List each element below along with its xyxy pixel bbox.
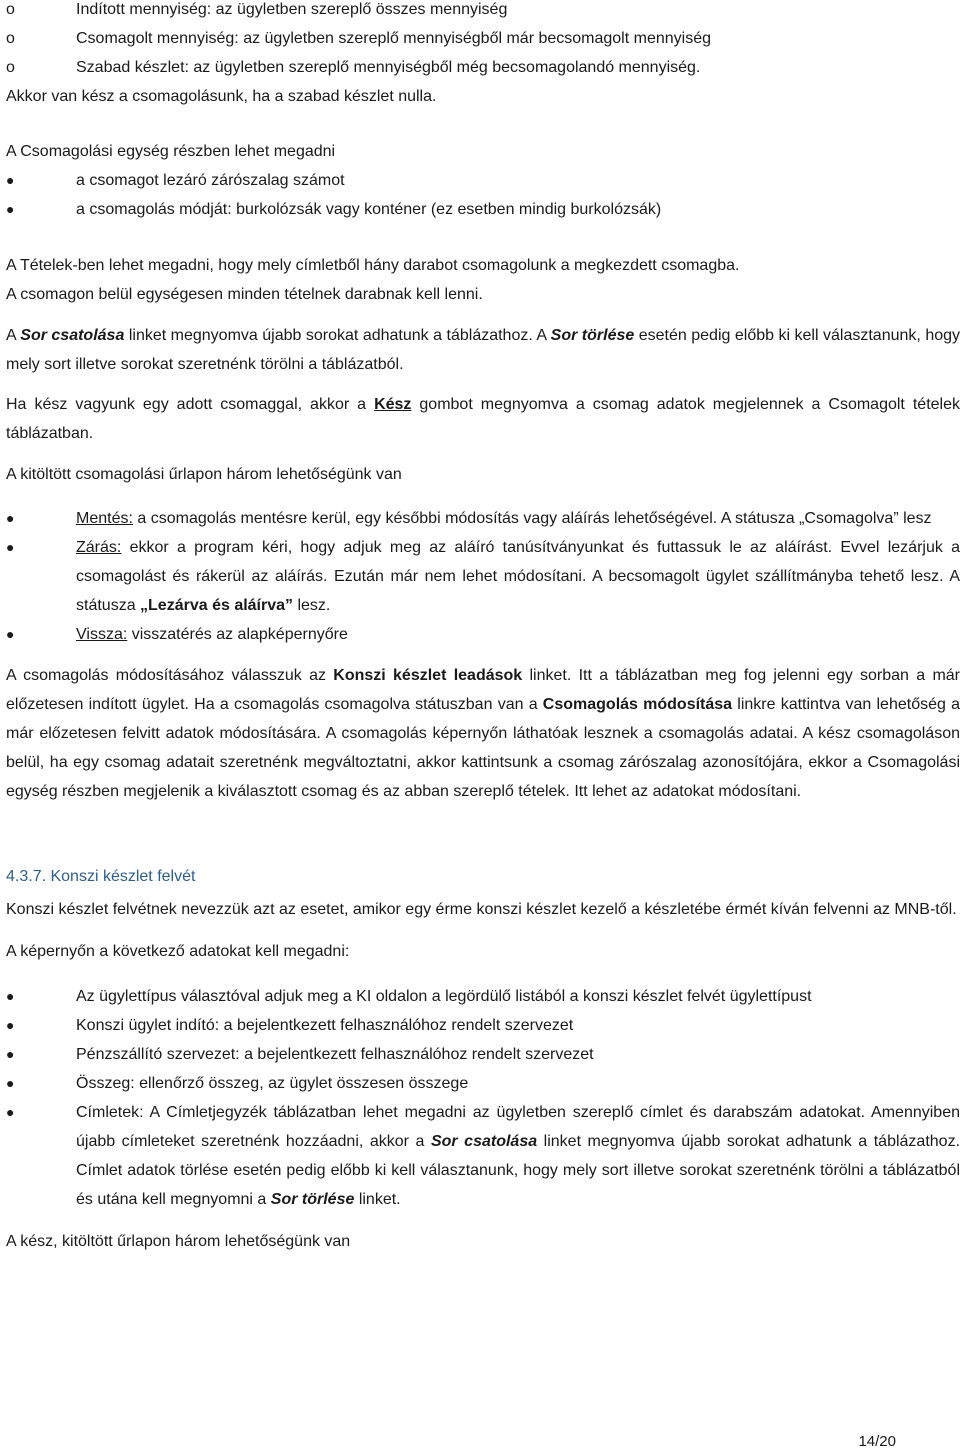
- circle-bullet-icon: o: [6, 30, 15, 47]
- list-item: ● Konszi ügylet indító: a bejelentkezett felhasználóhoz rendelt szervezet: [6, 1011, 960, 1040]
- row-paragraph: A Sor csatolása linket megnyomva újabb sorokat adhatunk a táblázathoz. A Sor törlése esetén pedig előbb ki kell választanunk, hogy mely sort illetve sorokat szeretnénk törölni a táblázatból.: [6, 327, 960, 373]
- screen-intro: A képernyőn a következő adatokat kell megadni:: [6, 943, 350, 960]
- bullet-icon: ●: [6, 1075, 15, 1091]
- status-lezarva: „Lezárva és aláírva”: [140, 597, 294, 614]
- vissza-option[interactable]: Vissza:: [76, 626, 128, 643]
- list-item: o Indított mennyiség: az ügyletben szereplő összes mennyiség: [6, 0, 960, 24]
- bullet-icon: ●: [6, 201, 15, 217]
- circle-bullet-icon: o: [6, 59, 15, 76]
- document-page: [6, 0, 960, 1256]
- csomagolas-modositasa-link[interactable]: Csomagolás módosítása: [542, 696, 733, 713]
- options-list: [6, 504, 960, 649]
- bullet-icon: ●: [6, 172, 15, 188]
- items-line-1: A Tételek-ben lehet megadni, hogy mely címletből hány darabot csomagolunk a megkezdett csomagba.: [6, 257, 740, 274]
- options-intro: A kitöltött csomagolási űrlapon három lehetőségünk van: [6, 466, 402, 483]
- sor-torlese-link[interactable]: Sor törlése: [550, 327, 635, 344]
- bullet-icon: ●: [6, 988, 15, 1004]
- page-number: 14/20: [858, 1433, 896, 1450]
- list-item: ● Címletek: A Címletjegyzék táblázatban lehet megadni az ügyletben szereplő címlet és darabszám adatokat. Amennyiben újabb címleteket szeretnénk hozzáadni, akkor a Sor csatolása linket megnyomva újabb sorokat adhatunk a táblázathoz. Címlet adatok törlése esetén pedig előbb ki kell választanunk, hogy mely sort illetve sorokat szeretnénk törölni a táblázatból és utána kell megnyomni a Sor törlése linket.: [6, 1098, 960, 1214]
- ready-paragraph: Ha kész vagyunk egy adott csomaggal, akkor a Kész gombot megnyomva a csomag adatok megjelennek a Csomagolt tételek táblázatban.: [6, 396, 960, 442]
- bullet-icon: ●: [6, 510, 15, 526]
- zaras-option[interactable]: Zárás:: [76, 539, 122, 556]
- list-item: ● Mentés: a csomagolás mentésre kerül, egy későbbi módosítás vagy aláírás lehetőségével. A státusza „Csomagolva” lesz: [6, 504, 960, 533]
- bullet-icon: ●: [6, 1046, 15, 1062]
- list-item: ● Vissza: visszatérés az alapképernyőre: [6, 620, 960, 649]
- mentes-option[interactable]: Mentés:: [76, 510, 133, 527]
- section-intro: Konszi készlet felvétnek nevezzük azt az esetet, amikor egy érme konszi készlet kezelő a készletébe érmét kíván felvenni az MNB-től.: [6, 901, 957, 918]
- list-item: ● Zárás: ekkor a program kéri, hogy adjuk meg az aláíró tanúsítványunkat és futtassuk le az aláírást. Evvel lezárjuk a csomagolást és rákerül az aláírás. Ezután már nem lehet módosítani. A becsomagolt ügylet szállítmányba tehető lesz. A státusza „Lezárva és aláírva” lesz.: [6, 533, 960, 620]
- unit-intro: A Csomagolási egység részben lehet megadni: [6, 143, 336, 160]
- items-line-2: A csomagon belül egységesen minden tételnek darabnak kell lenni.: [6, 286, 483, 303]
- bullet-icon: ●: [6, 539, 15, 555]
- list-item: ● Összeg: ellenőrző összeg, az ügylet összesen összege: [6, 1069, 960, 1098]
- list-item: o Szabad készlet: az ügyletben szereplő mennyiségből még becsomagolandó mennyiség.: [6, 53, 960, 82]
- bullet-icon: ●: [6, 1104, 15, 1120]
- list-item: ● a csomagolás módját: burkolózsák vagy konténer (ez esetben mindig burkolózsák): [6, 195, 960, 224]
- sor-csatolasa-link[interactable]: Sor csatolása: [20, 327, 125, 344]
- sor-torlese-link[interactable]: Sor törlése: [270, 1191, 355, 1208]
- section-heading: 4.3.7. Konszi készlet felvét: [6, 868, 196, 885]
- sor-csatolasa-link[interactable]: Sor csatolása: [430, 1133, 538, 1150]
- list-item: ● Pénzszállító szervezet: a bejelentkezett felhasználóhoz rendelt szervezet: [6, 1040, 960, 1069]
- kesz-button[interactable]: Kész: [374, 396, 412, 413]
- list-item: ● a csomagot lezáró zárószalag számot: [6, 166, 960, 195]
- ready-note: Akkor van kész a csomagolásunk, ha a szabad készlet nulla.: [6, 88, 437, 105]
- bullet-icon: ●: [6, 626, 15, 642]
- modify-paragraph: A csomagolás módosításához válasszuk az Konszi készlet leadások linket. Itt a táblázatban meg fog jelenni egy sorban a már előzetesen indított ügylet. Ha a csomagolás csomagolva státuszban van a Csomagolás módosítása linkre kattintva van lehetőség a már előzetesen felvitt adatok módosítására. A csomagolás képernyőn láthatóak lesznek a csomagolás adatai. A kész csomagoláson belül, ha egy csomag adatait szeretnénk megváltoztatni, akkor kattintsunk a csomag zárószalag azonosítójára, ekkor a Csomagolási egység részben megjelenik a kiválasztott csomag és az abban szereplő tételek. Itt lehet az adatokat módosítani.: [6, 667, 960, 800]
- unit-list: [6, 166, 960, 224]
- quantity-list: [6, 0, 960, 82]
- list-item: ● Az ügylettípus választóval adjuk meg a KI oldalon a legördülő listából a konszi készlet felvét ügylettípust: [6, 982, 960, 1011]
- konszi-keszlet-leadasok-link[interactable]: Konszi készlet leadások: [333, 667, 523, 684]
- final-intro: A kész, kitöltött űrlapon három lehetőségünk van: [6, 1233, 351, 1250]
- list-item: o Csomagolt mennyiség: az ügyletben szereplő mennyiségből már becsomagolt mennyiség: [6, 24, 960, 53]
- screen-fields-list: [6, 982, 960, 1214]
- bullet-icon: ●: [6, 1017, 15, 1033]
- circle-bullet-icon: o: [6, 1, 15, 18]
